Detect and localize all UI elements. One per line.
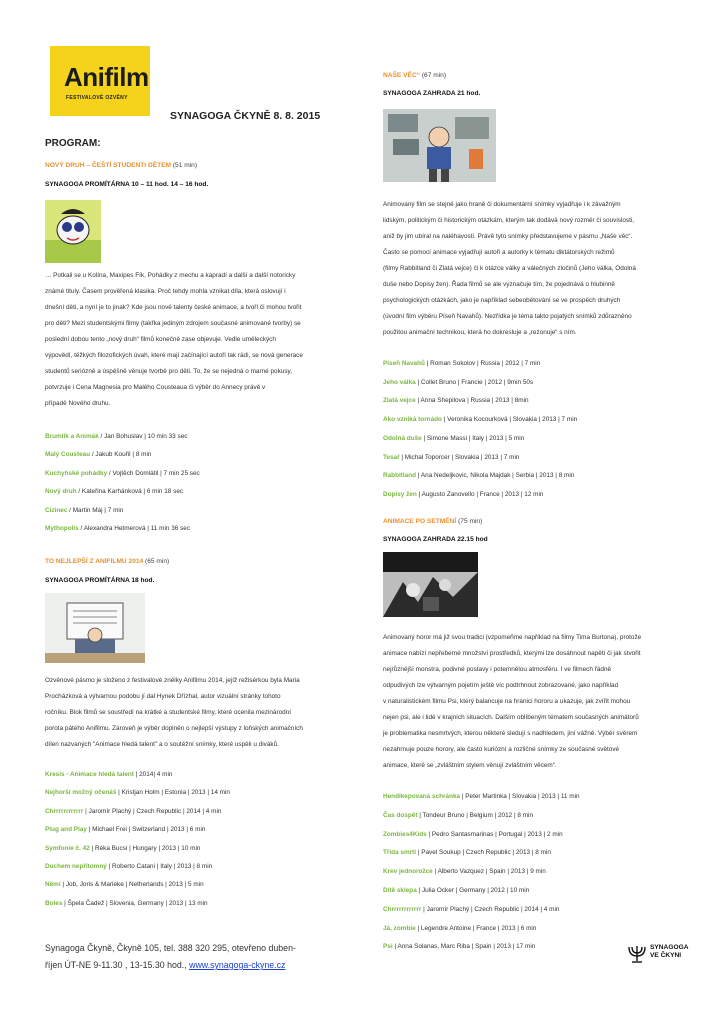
website-link[interactable]: www.synagoga-ckyne.cz <box>189 960 286 970</box>
list-item: Já, zombie | Legendre Antoine | France | 2013 | 6 min <box>383 924 537 932</box>
list-item: Brumlík a Animák / Jan Bohuslav | 10 min 33 sec <box>45 433 188 440</box>
section-title-to-nejlepsi: TO NEJLEPŠÍ Z ANIFILMU 2014 (65 min) <box>45 558 170 565</box>
list-item: Rabbitland | Ana Nedeljkovic, Nikola Majdak | Serbia | 2013 | 8 min <box>383 472 575 480</box>
film-list <box>383 788 580 957</box>
section-description: Animovaný film se stejně jako hraně či dokumentární snímky vyjadřuje i k závažným lidským, politickým či historickým otázkám, kterým tak dodává nový rozměr či souvislosti, aniž by jim ubíral na naléhavosti. Právě tyto snímky představujeme v pásmu „Naše věc“. Často se pomocí animace vyjadřují autoři a autorky k tématu diktátorských režimů (filmy Rabbitland či Zlatá vejce) či k otázce války a válečných zločinů (Jeho válka, Odolná duše nebo Dopisy žen). Řada filmů se ale vyznačuje tím, že pojednává o hlubinně psychologických otázkách, jako je například sebeobětování se ve prospěch druhých (úvodní film výběru Píseň Navahů). Nezřídka je téma takto pojatých snímků zdůrazněno použitou animační technikou, která ho dokresluje a „rezonuje“ s ním. <box>383 201 636 336</box>
synagoga-logo-line2: VE ČKYNI <box>650 952 682 959</box>
list-item: Cizinec / Martin Máj | 7 min <box>45 506 124 514</box>
film-still-image <box>45 200 101 263</box>
list-item: Hendikepovaná schránka | Peter Martinka | Slovakia | 2013 | 11 min <box>383 793 580 800</box>
list-item: Chrrrrrrrrrrrr | Jaromír Plachý | Czech Republic | 2014 | 4 min <box>383 905 560 913</box>
film-list <box>45 428 200 538</box>
list-item: Symfonie č. 42 | Réka Bucsi | Hungary | 2013 | 10 min <box>45 844 201 852</box>
page-title: SYNAGOGA ČKYNĚ 8. 8. 2015 <box>170 110 321 122</box>
list-item: Kresis - Animace hledá talent | 2014| 4 min <box>45 771 173 778</box>
list-item: Zombies4Kids | Pedro Santasmarinas | Portugal | 2013 | 2 min <box>383 830 563 838</box>
list-item: Nejhorší možný očenáš | Kristjan Holm | Estonia | 2013 | 14 min <box>45 789 230 797</box>
anifilm-logo <box>50 46 150 116</box>
program-heading: PROGRAM: <box>45 138 101 149</box>
section-description: … Potkali se u Kolína, Maxipes Fík, Pohádky z mechu a kapradí a další a další notoricky známé tituly. Časem prověřená klasika. Proč tehdy mohla vznikat díla, která oslovují i dnešní děti, a nyní je to jinak? Kde jsou nové talenty české animace, a tvoří či mohou tvořit pro děti? Mezi studentskými filmy (takřka jediným zdrojem současné animované tvorby) se poslední dobou tento „nový druh“ filmů konečně zase objevuje. Vedle uměleckých výpovědí, těžkých filozofických úvah, které mají začínající autoři tak rádi, se nová generace studentů seriózně a úspěšně věnuje tvorbě pro děti. To, že se nejedná o marné pokusy, potvrzuje i Cena Magnesia pro Malého Cousteaua či výběr do Annecy právě v případě Nového druhu. <box>45 272 303 407</box>
section-title-nase-vec: NAŠE VĚC“ (67 min) <box>383 72 447 79</box>
list-item: Kuchyňské pohádky / Vojtěch Domlátil | 7 min 25 sec <box>45 469 200 477</box>
list-item: Zlatá vejce | Anna Shepilova | Russia | 2013 | 8min <box>383 397 529 405</box>
synagoga-logo <box>626 942 689 966</box>
film-still-image <box>45 593 145 663</box>
list-item: Malý Cousteau / Jakub Kouřil | 8 min <box>45 451 152 459</box>
section-venue: SYNAGOGA PROMÍTÁRNA 18 hod. <box>45 577 155 584</box>
list-item: Duchem nepřítomný | Roberto Catani | Italy | 2013 | 8 min <box>45 863 213 871</box>
logo-wordmark: Anifilm <box>64 62 149 92</box>
section-description: Ozvěnové pásmo je složeno z festivalové znělky Anifilmu 2014, jejíž režisérkou byla Maria Procházková a výtvarnou podobu jí dal Hynek Dřízhal, autor vizuální stránky tohoto ročníku. Blok filmů se soustředí na krátké a studentské filmy, které ocenila mezinárodní porota pátého Anifilmu. Zároveň je výběr doplněn o nejlepší výstupy z loňských animačních dílen nazvaných "Animace hledá talent" a o soutěžní snímky, které uspěli u diváků. <box>45 677 303 748</box>
list-item: Krev jednorožce | Alberto Vazquez | Spain | 2013 | 9 min <box>383 868 546 876</box>
list-item: Odolná duše | Simone Massi | Italy | 2013 | 5 min <box>383 434 525 442</box>
menorah-icon <box>626 944 648 964</box>
section-description: Animovaný horor má již svou tradici (vzpomeňme například na filmy Tima Burtona), protože animace nabízí nepřeberné množství prostředků, kterými lze dosáhnout napětí či jak stvořit nejrůznější monstra, podivné postavy i potemnělou atmosféru. I ve filmech řádně odpudivých lze výtvarným pojetím ještě víc podtrhnout zobrazované, jako například v naturalistickém filmu Psi, který balancuje na hranici hororu a ukazuje, jak zvířit mohou nejen psi, ale i lidé v krajních situacích. Dalším oblíbeným tématem současných animátorů je problematika nesmrtvých, kterou některé sledují s nadhledem, jiní vážně. Výběr svěrem nezahrnuje pouze horory, ale často kuriózní a rozličné snímky ze současné světové animace, které se „zvláštním stylem věnují zvláštním věcem“. <box>383 634 642 769</box>
list-item: Psi | Anna Solanas, Marc Riba | Spain | 2013 | 17 min <box>383 943 536 951</box>
list-item: Němí | Job, Joris & Marieke | Netherlands | 2013 | 5 min <box>45 881 204 889</box>
list-item: Třída smrti | Pavel Soukup | Czech Republic | 2013 | 8 min <box>383 849 551 857</box>
list-item: Boles | Špela Čadež | Slovenia, Germany | 2013 | 13 min <box>45 899 208 907</box>
list-item: Mythopolis / Alexandra Hetmerová | 11 min 36 sec <box>45 525 191 533</box>
list-item: Dopisy žen | Augusto Zanovello | France | 2013 | 12 min <box>383 490 544 498</box>
section-venue: SYNAGOGA ZAHRADA 21 hod. <box>383 90 481 97</box>
list-item: Dítě sklepa | Julia Ocker | Germany | 2012 | 10 min <box>383 886 530 894</box>
footer-contact <box>45 940 345 974</box>
list-item: Plug and Play | Michael Frei | Switzerland | 2013 | 6 min <box>45 826 206 834</box>
list-item: Nový druh / Kateřina Karhánková | 6 min 18 sec <box>45 488 184 496</box>
list-item: Píseň Navahů | Roman Sokolov | Russia | 2012 | 7 min <box>383 360 541 367</box>
list-item: Ako vzniká tornádo | Veronika Kocourková | Slovakia | 2013 | 7 min <box>383 416 578 424</box>
film-still-image <box>383 109 496 182</box>
section-venue: SYNAGOGA ZAHRADA 22.15 hod <box>383 536 488 543</box>
film-list <box>45 766 230 913</box>
film-still-image <box>383 552 478 617</box>
logo-subtitle: FESTIVALOVÉ OZVĚNY <box>66 95 128 101</box>
footer-hours: říjen ÚT-NE 9-11.30 , 13-15.30 hod., www.synagoga-ckyne.cz <box>45 960 286 970</box>
section-venue: SYNAGOGA PROMÍTÁRNA 10 – 11 hod. 14 – 16 hod. <box>45 181 209 188</box>
list-item: Čas dospět | Tondeur Bruno | Belgium | 2012 | 8 min <box>383 811 534 819</box>
list-item: Chrrrrrrrrrrrr | Jaromír Plachý | Czech Republic | 2014 | 4 min <box>45 807 222 815</box>
synagoga-logo-line1: SYNAGOGA <box>650 944 689 951</box>
section-title-novy-druh: NOVÝ DRUH – ČEŠTÍ STUDENTI DĚTEM (51 min) <box>45 162 198 169</box>
film-list <box>383 355 577 505</box>
list-item: Tesař | Michal Toporcer | Slovakia | 2013 | 7 min <box>383 453 520 461</box>
footer-address: Synagoga Čkyně, Čkyně 105, tel. 388 320 295, otevřeno duben- <box>45 943 296 953</box>
section-title-animace-po-setmeni: ANIMACE PO SETMĚNÍ (75 min) <box>383 518 483 525</box>
list-item: Jeho válka | Collet Bruno | Francie | 2012 | 9min 50s <box>383 378 534 386</box>
